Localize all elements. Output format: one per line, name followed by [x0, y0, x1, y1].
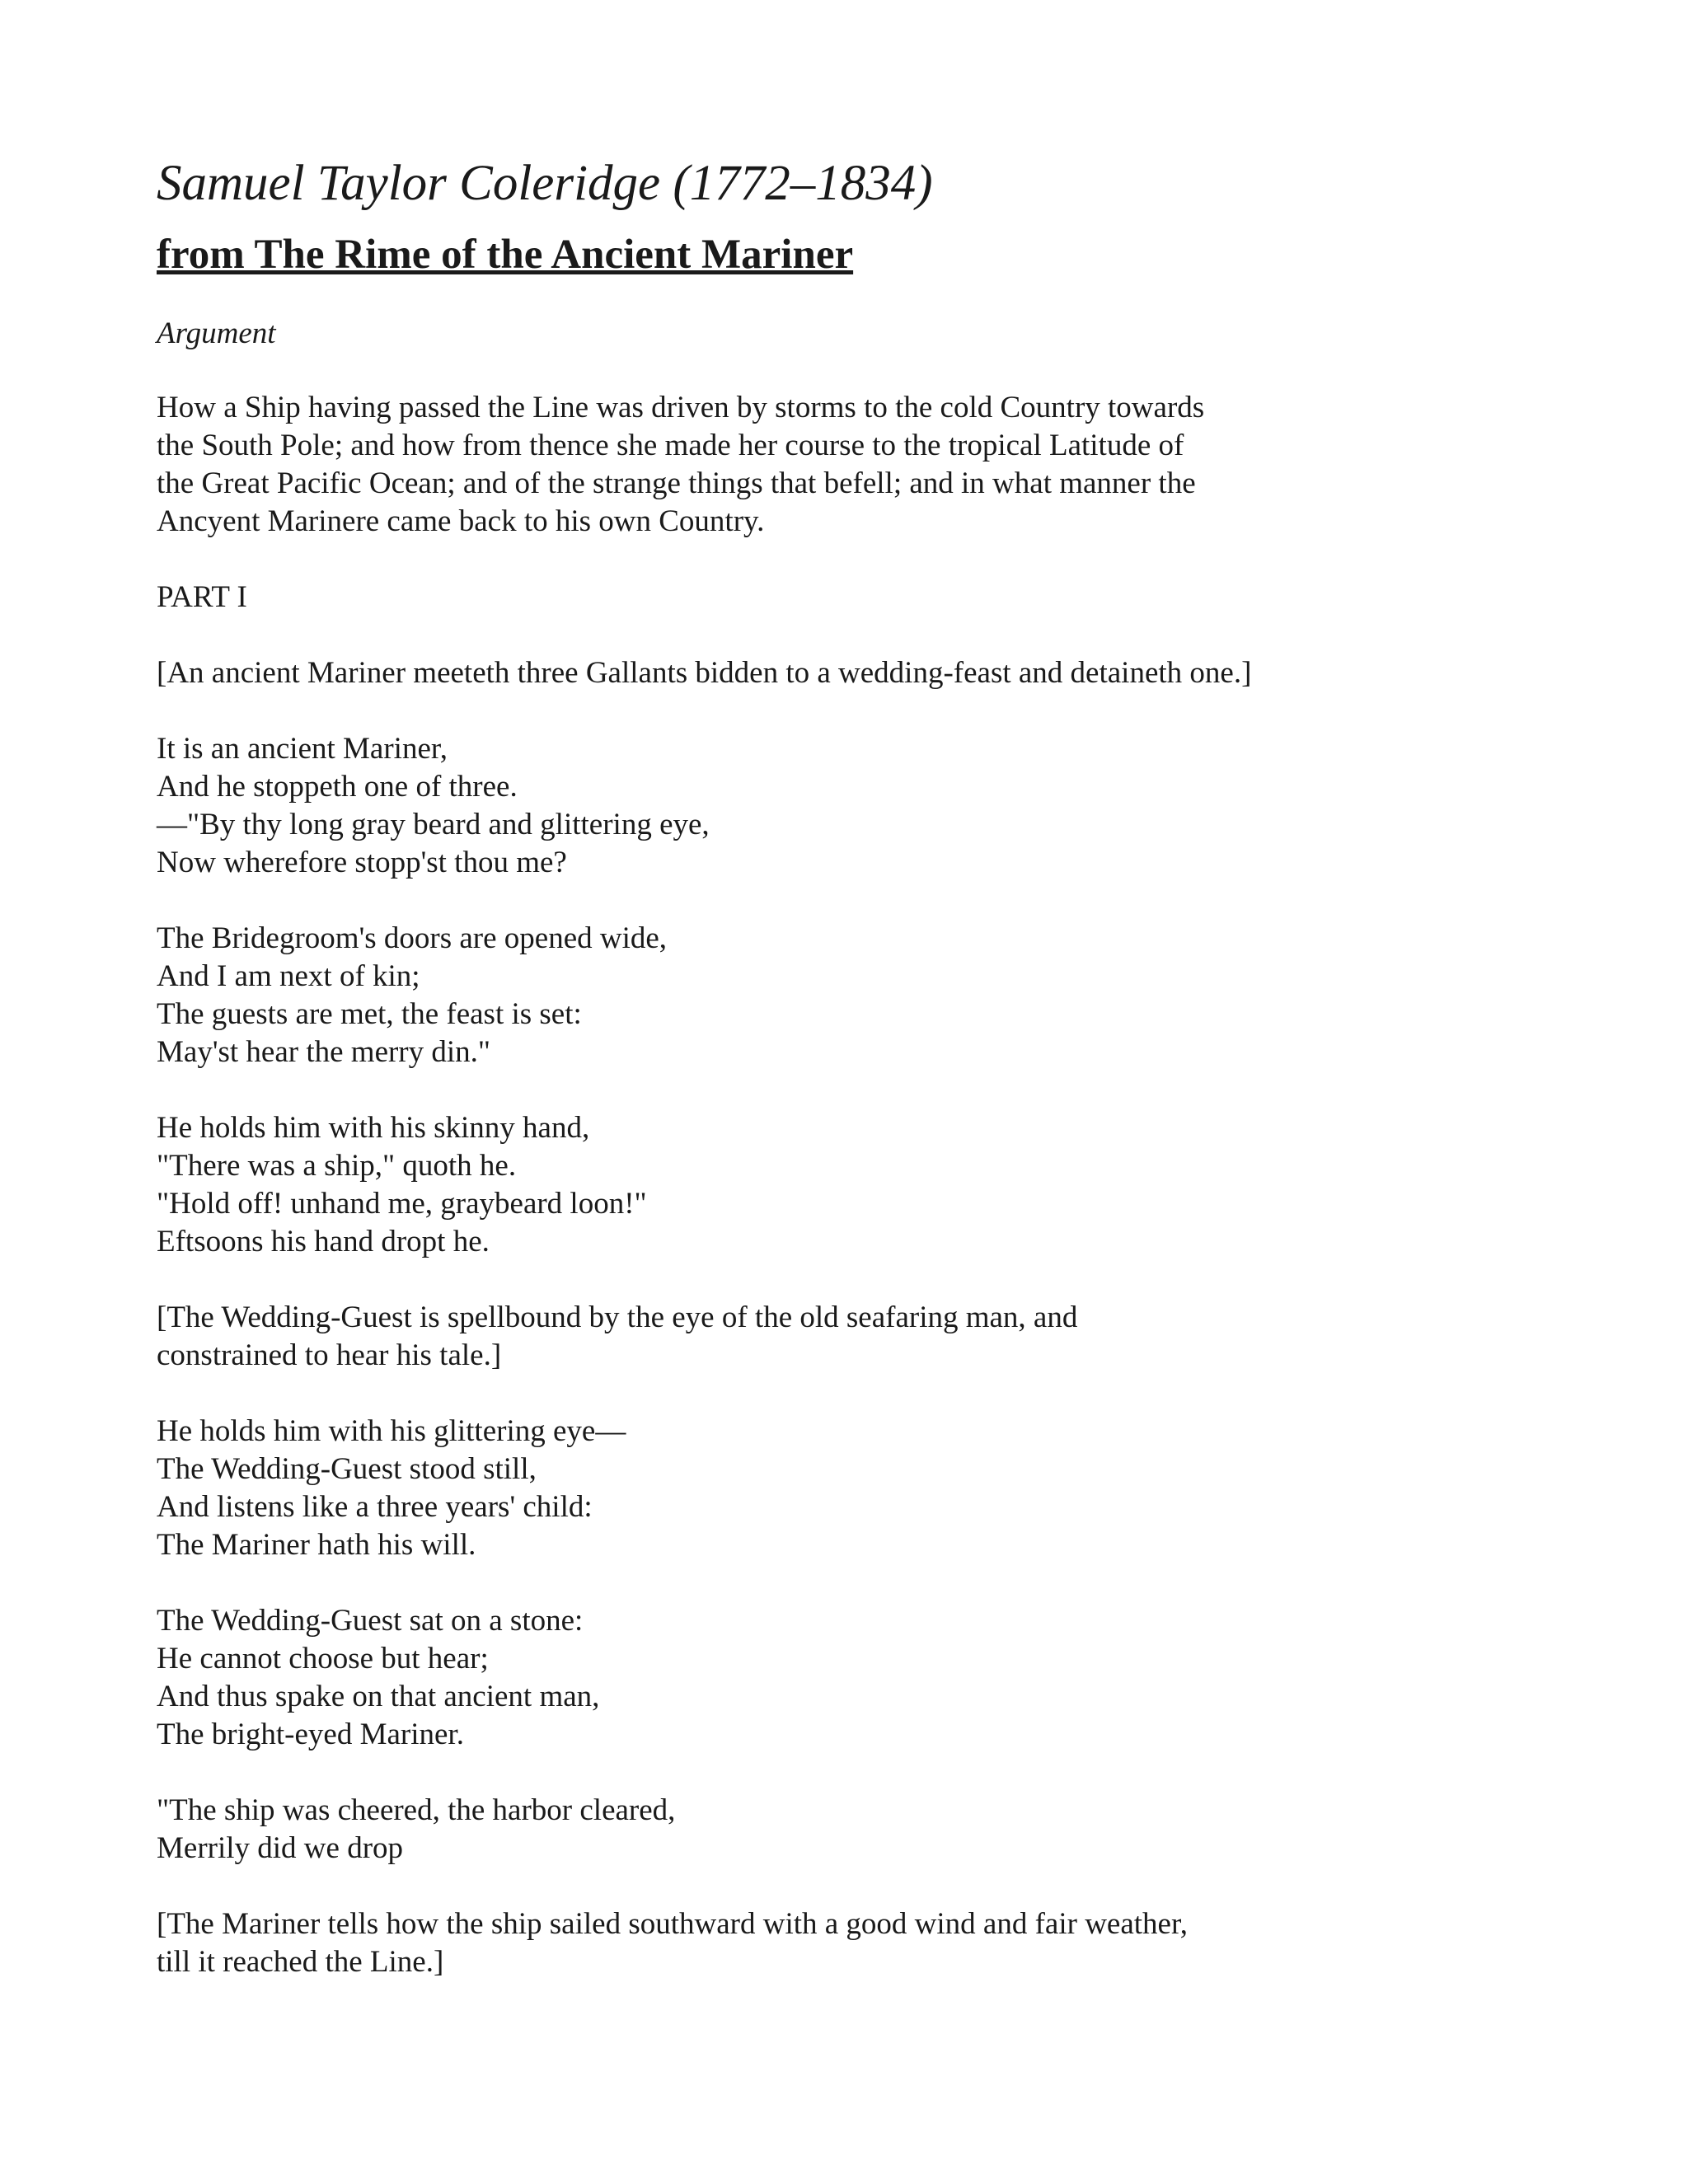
text-line: "The ship was cheered, the harbor cleared, — [157, 1793, 676, 1827]
text-block — [157, 730, 1558, 882]
text-line: —"By thy long gray beard and glittering eye, — [157, 808, 710, 841]
poem-title: from The Rime of the Ancient Mariner — [157, 232, 854, 278]
text-block — [157, 389, 1558, 541]
text-line: "There was a ship," quoth he. — [157, 1149, 517, 1183]
text-block — [157, 1602, 1558, 1754]
text-line: It is an ancient Mariner, — [157, 732, 448, 766]
text-line: the Great Pacific Ocean; and of the strange things that befell; and in what manner the — [157, 466, 1196, 500]
text-line: The Bridegroom's doors are opened wide, — [157, 921, 668, 955]
text-line: The guests are met, the feast is set: — [157, 997, 582, 1031]
text-line: The Wedding-Guest sat on a stone: — [157, 1604, 584, 1638]
text-line: [The Mariner tells how the ship sailed southward with a good wind and fair weather, — [157, 1907, 1189, 1941]
text-block — [157, 654, 1558, 692]
text-line: And I am next of kin; — [157, 959, 420, 993]
text-block — [157, 1413, 1558, 1564]
text-line: [An ancient Mariner meeteth three Gallants bidden to a wedding-feast and detaineth one.] — [157, 656, 1252, 690]
text-line: And thus spake on that ancient man, — [157, 1680, 600, 1713]
text-line: PART I — [157, 580, 247, 614]
text-line: He holds him with his glittering eye— — [157, 1414, 626, 1448]
text-line: He cannot choose but hear; — [157, 1642, 489, 1675]
text-line: till it reached the Line.] — [157, 1945, 444, 1979]
text-block — [157, 1792, 1558, 1868]
text-block — [157, 1299, 1558, 1375]
poem-body — [157, 389, 1558, 1981]
text-line: Merrily did we drop — [157, 1831, 404, 1865]
text-line: And listens like a three years' child: — [157, 1490, 593, 1524]
text-line: "Hold off! unhand me, graybeard loon!" — [157, 1187, 647, 1221]
text-line: Ancyent Marinere came back to his own Country. — [157, 504, 765, 538]
text-block — [157, 579, 1558, 616]
text-block — [157, 1905, 1558, 1981]
text-line: He holds him with his skinny hand, — [157, 1111, 590, 1145]
text-line: [The Wedding-Guest is spellbound by the eye of the old seafaring man, and — [157, 1301, 1078, 1334]
text-block — [157, 920, 1558, 1071]
text-line: The bright-eyed Mariner. — [157, 1718, 464, 1751]
text-line: the South Pole; and how from thence she made her course to the tropical Latitude of — [157, 429, 1184, 462]
text-line: constrained to hear his tale.] — [157, 1338, 502, 1372]
text-line: May'st hear the merry din." — [157, 1035, 491, 1069]
text-line: The Wedding-Guest stood still, — [157, 1452, 537, 1486]
document-page — [157, 147, 1558, 2019]
text-line: How a Ship having passed the Line was driven by storms to the cold Country towards — [157, 391, 1205, 424]
text-line: And he stoppeth one of three. — [157, 770, 518, 804]
text-line: The Mariner hath his will. — [157, 1528, 476, 1562]
text-block — [157, 1109, 1558, 1261]
author-heading: Samuel Taylor Coleridge (1772–1834) — [157, 156, 933, 211]
text-line: Now wherefore stopp'st thou me? — [157, 846, 567, 879]
argument-label: Argument — [157, 316, 276, 350]
text-line: Eftsoons his hand dropt he. — [157, 1225, 490, 1258]
